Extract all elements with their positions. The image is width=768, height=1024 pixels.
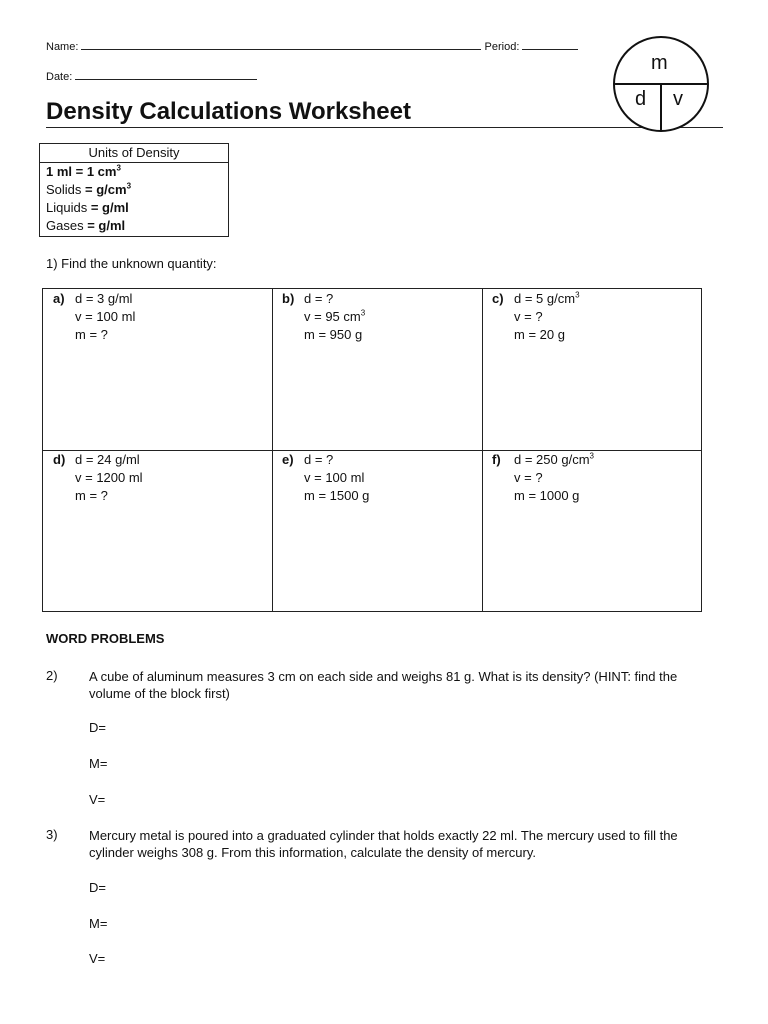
units-of-density-box [39,143,229,237]
problem-letter: a) [53,291,65,306]
problem-letter: e) [282,452,294,467]
superscript: 3 [126,181,132,191]
superscript: 3 [589,451,594,461]
period-field[interactable] [522,38,578,50]
problem-volume [282,308,482,326]
units-row-ml-cm3 [40,163,228,181]
title-underline [46,127,723,128]
diagram-volume-label: v [673,88,683,110]
problem-mass: m = 950 g [304,327,363,342]
name-field[interactable] [81,38,481,50]
problem-letter: b) [282,291,295,306]
question-1-prompt: 1) Find the unknown quantity: [46,256,217,271]
question-3-volume-answer[interactable]: V= [89,951,106,966]
units-row-solids [40,181,228,199]
units-row-value: = g/ml [87,200,129,215]
problem-cell-d[interactable] [43,450,272,611]
problem-density: d = ? [304,291,334,306]
question-2-volume-answer[interactable]: V= [89,792,106,807]
superscript: 3 [116,163,121,173]
units-row-liquids [40,199,228,217]
problem-volume-text: v = 95 cm [304,309,361,324]
diagram-density-label: d [635,88,647,110]
problem-volume: v = 100 ml [75,309,136,324]
problem-mass: m = 1500 g [304,488,370,503]
name-label: Name: [46,41,79,53]
period-label: Period: [484,41,520,53]
diagram-mass-label: m [651,52,668,74]
page-title: Density Calculations Worksheet [46,98,411,125]
problem-cell-e[interactable] [272,450,482,611]
units-row-value: = g/ml [83,218,126,233]
density-triangle-diagram [613,36,709,132]
date-row [46,68,257,83]
units-row-gases [40,217,228,235]
question-2-mass-answer[interactable]: M= [89,756,108,771]
units-row-value: = g/cm [81,182,127,197]
problem-density: d = 24 g/ml [75,452,140,467]
word-problems-heading: WORD PROBLEMS [46,631,165,646]
problem-volume: v = ? [514,470,543,485]
question-3-density-answer[interactable]: D= [89,880,106,895]
date-field[interactable] [75,68,257,80]
problem-volume: v = 1200 ml [75,470,143,485]
problem-density: d = 5 g/cm [514,291,576,306]
problem-mass: m = ? [75,488,108,503]
units-row-label: Gases [46,218,84,233]
problem-mass: m = 20 g [514,327,565,342]
question-2-text: A cube of aluminum measures 3 cm on each side and weighs 81 g. What is its density? (HINT: find the volume of the block first) [89,669,678,701]
problem-cell-f[interactable] [482,450,701,611]
name-row [46,38,578,53]
date-label: Date: [46,71,73,83]
question-2-density-answer[interactable]: D= [89,720,106,735]
units-box-header: Units of Density [40,144,228,163]
problem-cell-c[interactable] [482,289,701,450]
units-row-label: Liquids [46,200,88,215]
problem-volume: v = ? [514,309,543,324]
units-row-text: 1 ml = 1 cm [46,164,117,179]
diagram-divider-vertical [660,84,662,132]
question-3-text: Mercury metal is poured into a graduated cylinder that holds exactly 22 ml. The mercury used to fill the cylinder weighs 308 g. From this information, calculate the density of mercury. [89,828,678,860]
problem-letter: d) [53,452,66,467]
problem-grid [42,288,702,612]
problem-density: d = 3 g/ml [75,291,133,306]
problem-volume: v = 100 ml [304,470,365,485]
problem-density: d = 250 g/cm [514,452,590,467]
superscript: 3 [575,290,580,300]
problem-letter: c) [492,291,504,306]
units-row-label: Solids [46,182,82,197]
problem-letter: f) [492,452,501,467]
problem-density: d = ? [304,452,334,467]
problem-cell-b[interactable] [272,289,482,450]
problem-mass: m = ? [75,327,108,342]
problem-mass: m = 1000 g [514,488,580,503]
question-3-number: 3) [46,827,58,842]
problem-cell-a[interactable] [43,289,272,450]
question-2-number: 2) [46,668,58,683]
question-3-mass-answer[interactable]: M= [89,916,108,931]
superscript: 3 [360,308,366,318]
